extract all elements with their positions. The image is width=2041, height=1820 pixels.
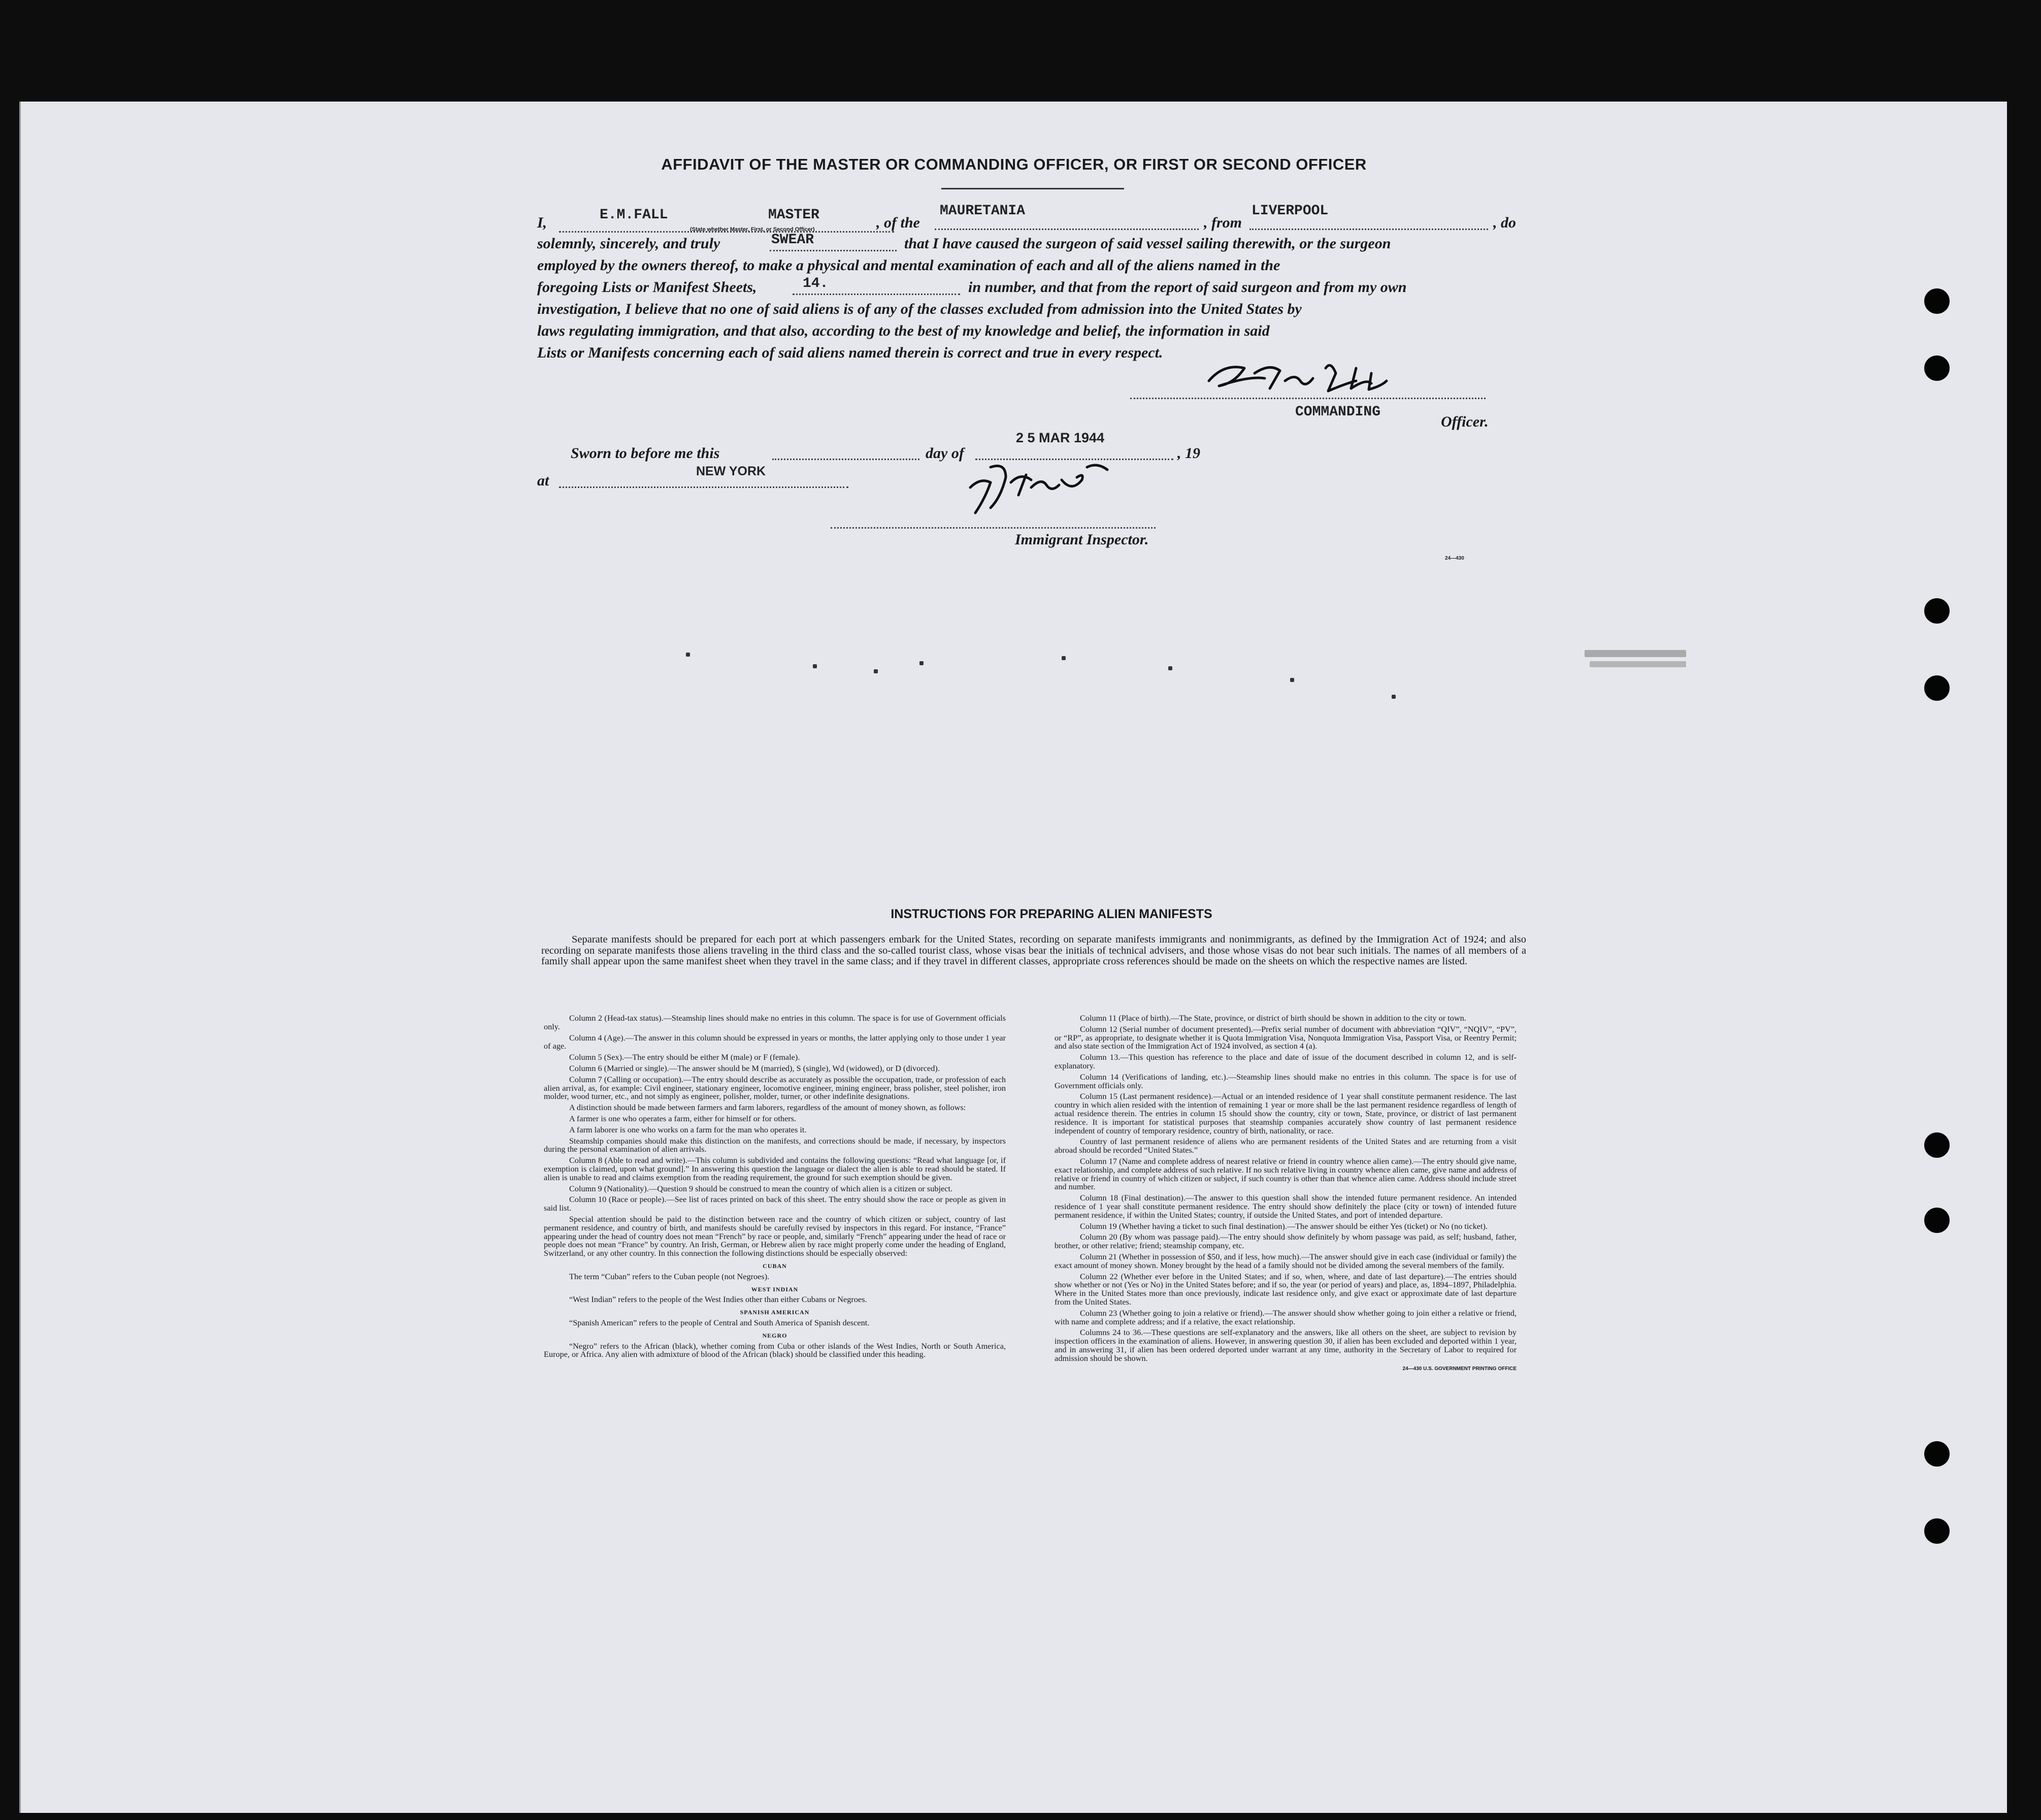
instruction-paragraph: “West Indian” refers to the people of the West Indies other than either Cubans or Negroes. xyxy=(569,1294,867,1305)
instruction-paragraph: Column 12 (Serial number of document presented).—Prefix serial number of document with abbreviation “QIV”, “NQIV”, “PV”, or “RP”, as appropriate, to designate whether it is Quota Immigration Visa, Nonquota Immigration Visa, Passport Visa, or Reentry Permit; and also state section of the Immigration Act of 1924 involved, as section 4 (a). xyxy=(1055,1024,1517,1051)
instructions-title: INSTRUCTIONS FOR PREPARING ALIEN MANIFESTS xyxy=(891,907,1212,921)
officer-suffix: Officer. xyxy=(1441,413,1489,430)
affidavit-line4b: in number, and that from the report of said surgeon and from my own xyxy=(968,279,1407,296)
departure-port: LIVERPOOL xyxy=(1252,203,1329,219)
speck xyxy=(1290,678,1294,682)
speck xyxy=(813,664,817,668)
inspector-signature xyxy=(960,457,1133,518)
instruction-paragraph: Country of last permanent residence of aliens who are permanent residents of the United States and are returning from a visit abroad should be recorded “United States.” xyxy=(1055,1136,1517,1155)
speck xyxy=(1168,666,1172,670)
affidavit-line3: employed by the owners thereof, to make a physical and mental examination of each and all of the aliens named in the xyxy=(537,257,1280,274)
instruction-paragraph: Column 19 (Whether having a ticket to such final destination).—The answer should be either Yes (ticket) or No (no ticket). xyxy=(1080,1221,1488,1231)
oath-type: SWEAR xyxy=(771,232,814,248)
day-of-text: day of xyxy=(926,445,964,462)
instruction-paragraph: “Negro” refers to the African (black), whether coming from Cuba or other islands of the West Indies, North or South America, Europe, or Africa. Any alien with admixture of blood of the African (black) should be classified under this heading. xyxy=(544,1341,1006,1359)
count-field-line xyxy=(793,294,960,295)
punch-hole xyxy=(1924,288,1950,314)
affidavit-form-code: 24—430 xyxy=(1445,556,1464,561)
instruction-paragraph: “Spanish American” refers to the people of Central and South America of Spanish descent. xyxy=(569,1317,870,1327)
ship-field-line xyxy=(935,229,1199,230)
instruction-paragraph: Column 17 (Name and complete address of nearest relative or friend in country whence alien came).—The entry should give name, exact relationship, and complete address of such relative. If no such relative living in country whence alien came, give name and address of relative or friend in country of which citizen or subject, if such country is other than that whence alien came. Address should include street and number. xyxy=(1055,1156,1517,1192)
affidavit-line5: investigation, I believe that no one of said aliens is of any of the classes excluded from admission into the United States by xyxy=(537,301,1302,317)
punch-hole xyxy=(1924,1208,1950,1233)
instruction-paragraph: Column 22 (Whether ever before in the United States; and if so, when, where, and date of last departure).—The entries should show whether or not (Yes or No) in the United States before; and if so, the year (or period of years) and place, as, 1894–1897, Philadelphia. Where in the United States more than once previously, indicate last residence only, and give exact or approximate date of last departure from the United States. xyxy=(1055,1271,1517,1307)
printing-office-footer: 24—430 U.S. GOVERNMENT PRINTING OFFICE xyxy=(1402,1366,1517,1372)
instruction-paragraph: Column 10 (Race or people).—See list of races printed on back of this sheet. The entry should show the race or people as given in said list. xyxy=(544,1194,1006,1213)
instruction-paragraph: The term “Cuban” refers to the Cuban people (not Negroes). xyxy=(569,1271,770,1281)
instruction-paragraph: Column 4 (Age).—The answer in this column should be expressed in years or months, the latter applying only to those under 1 year of age. xyxy=(544,1032,1006,1051)
speck xyxy=(1392,695,1396,699)
caption-negro: NEGRO xyxy=(762,1331,787,1339)
instructions-right-column xyxy=(1055,1014,1517,1376)
instruction-paragraph: Column 15 (Last permanent residence).—Actual or an intended residence of 1 year shall constitute permanent residence. The last country in which alien resided with the intention of remaining 1 year or more shall be the last permanent residence regardless of length of actual residence therein. The entries in column 15 should show the country, city or town, State, province, or district of last permanent residence. It is important for statistical purposes that steamship companies accurately show country of last permanent residence independent of country of temporary residence, country of birth, nationality, or race. xyxy=(1055,1091,1517,1135)
instruction-paragraph: A farmer is one who operates a farm, either for himself or for others. xyxy=(569,1113,797,1123)
affidavit-i: I, xyxy=(537,214,547,231)
inspector-title: Immigrant Inspector. xyxy=(1015,531,1149,548)
instruction-paragraph: Column 23 (Whether going to join a relative or friend).—The answer should show whether going to join either a relative or friend, with name and complete address; and if a relative, the exact relationship. xyxy=(1055,1308,1517,1326)
instruction-paragraph: Column 13.—This question has reference to the place and date of issue of the document described in column 12, and is self-explanatory. xyxy=(1055,1052,1517,1070)
instruction-paragraph: Column 7 (Calling or occupation).—The entry should describe as accurately as possible the occupation, trade, or profession of each alien arrival, as, for example: Civil engineer, stationary engineer, locomotive engineer, mining engineer, brass polisher, steel polisher, iron molder, wood turner, etc., and not simply as engineer, polisher, molder, turner, or other indefinite designations. xyxy=(544,1074,1006,1101)
do-text: , do xyxy=(1493,214,1516,231)
instruction-paragraph: Column 8 (Able to read and write).—This column is subdivided and contains the following questions: “Read what language [or, if exemption is claimed, upon what ground].” In answering this question the language or dialect the alien is able to read should be stated. If alien is unable to read and claims exemption from the reading requirement, the ground for such exemption should be given. xyxy=(544,1155,1006,1182)
bleed-through-stamp xyxy=(1590,661,1686,667)
instruction-paragraph: Column 9 (Nationality).—Question 9 should be construed to mean the country of which alien is a citizen or subject. xyxy=(569,1183,953,1193)
officer-type: COMMANDING xyxy=(1295,404,1381,420)
port-field-line xyxy=(1249,229,1488,230)
swearing-place: NEW YORK xyxy=(696,464,766,478)
punch-hole xyxy=(1924,1132,1950,1158)
master-signature-line xyxy=(1130,398,1486,399)
affidavit-line7: Lists or Manifests concerning each of said aliens named therein is correct and true in every respect. xyxy=(537,344,1163,361)
oath-field-line xyxy=(770,250,897,251)
punch-hole xyxy=(1924,675,1950,701)
master-signature xyxy=(1204,358,1427,399)
master-name: E.M.FALL xyxy=(600,207,668,223)
affidavit-line4a: foregoing Lists or Manifest Sheets, xyxy=(537,279,757,296)
punch-hole xyxy=(1924,1518,1950,1544)
bleed-through-stamp xyxy=(1585,650,1686,657)
instruction-paragraph: Column 11 (Place of birth).—The State, province, or district of birth should be shown in addition to the city or town. xyxy=(1080,1013,1466,1023)
year-prefix: , 19 xyxy=(1177,445,1200,462)
instruction-paragraph: A farm laborer is one who works on a farm for the man who operates it. xyxy=(569,1124,807,1134)
instruction-paragraph: Steamship companies should make this distinction on the manifests, and corrections should be made, if necessary, by inspectors during the personal examination of alien arrivals. xyxy=(544,1135,1006,1154)
affidavit-title: AFFIDAVIT OF THE MASTER OR COMMANDING OFFICER, OR FIRST OR SECOND OFFICER xyxy=(661,155,1367,173)
instruction-paragraph: Columns 24 to 36.—These questions are self-explanatory and the answers, like all others on the sheet, are subject to revision by inspection officers in the examination of aliens. However, in answering question 30, if alien has been excluded and deported within 1 year, and in answering 31, if alien has been ordered deported under warrant at any time, authority in the Secretary of Labor to required for admission should be shown. xyxy=(1055,1327,1517,1363)
instruction-paragraph: Column 14 (Verifications of landing, etc.).—Steamship lines should make no entries in this column. The space is for use of Government officials only. xyxy=(1055,1071,1517,1090)
caption-spanish-american: SPANISH AMERICAN xyxy=(740,1309,810,1316)
instruction-paragraph: A distinction should be made between farmers and farm laborers, regardless of the amount of money shown, as follows: xyxy=(569,1102,966,1113)
speck xyxy=(874,669,878,673)
affidavit-line2b: that I have caused the surgeon of said vessel sailing therewith, or the surgeon xyxy=(904,235,1391,252)
date-stamp: 2 5 MAR 1944 xyxy=(1016,430,1105,445)
inspector-signature-line xyxy=(831,527,1156,529)
instructions-left-column xyxy=(544,1014,1006,1361)
sheet-count: 14. xyxy=(803,276,829,291)
sworn-text: Sworn to before me this xyxy=(571,445,720,462)
instruction-paragraph: Column 18 (Final destination).—The answer to this question shall show the intended future permanent residence. An intended residence of 1 year shall constitute permanent residence. The entry should show definitely the place (city or town) of intended future permanent residence, if within the United States; country, if outside the United States, and port of intended departure. xyxy=(1055,1193,1517,1220)
ship-name: MAURETANIA xyxy=(940,203,1026,219)
sworn-day-line xyxy=(772,459,919,460)
of-the-text: , of the xyxy=(876,214,920,231)
caption-cuban: CUBAN xyxy=(763,1262,787,1270)
manifest-sheet xyxy=(19,102,2007,1813)
speck xyxy=(686,653,690,657)
punch-hole xyxy=(1924,355,1950,381)
instruction-paragraph: Special attention should be paid to the distinction between race and the country of which citizen or subject, country of last permanent residence, and country of birth, and manifests should be carefully revised by inspectors in this regard. For instance, “France” appearing under the head of country does not mean “French” by race or people, and, similarly “French” appearing under the head of race or people does not mean “France” by country. An Irish, German, or Hebrew alien by race might properly come under the heading of England, Switzerland, or any other country. In this connection the following distinctions should be especially observed: xyxy=(544,1214,1006,1258)
rank-caption: (State whether Master, First, or Second Officer) xyxy=(690,226,815,233)
speck xyxy=(919,661,924,665)
instructions-intro: Separate manifests should be prepared for each port at which passengers embark for the United States, recording on separate manifests immigrants and nonimmigrants, as defined by the Immigration Act of 1924; and also recording on separate manifests those aliens traveling in the third class and the so-called tourist class, whose visas bear the initials of technical advisers, and those whose visas do not bear such initials. The names of all members of a family shall appear upon the same manifest sheet when they travel in the same class; and if they travel in different classes, appropriate cross references should be made on the sheets on which the respective names are listed. xyxy=(541,934,1526,967)
instruction-paragraph: Column 5 (Sex).—The entry should be either M (male) or F (female). xyxy=(569,1052,800,1062)
affidavit-line2a: solemnly, sincerely, and truly xyxy=(537,235,720,252)
place-field-line xyxy=(559,486,848,488)
officer-rank: MASTER xyxy=(768,207,819,223)
caption-west-indian: WEST INDIAN xyxy=(751,1285,799,1293)
speck xyxy=(1062,656,1066,660)
affidavit-line6: laws regulating immigration, and that also, according to the best of my knowledge and belief, the information in said xyxy=(537,322,1270,339)
punch-hole xyxy=(1924,598,1950,624)
from-text: , from xyxy=(1204,214,1242,231)
title-rule xyxy=(941,188,1124,189)
at-text: at xyxy=(537,472,549,489)
punch-hole xyxy=(1924,1441,1950,1467)
instruction-paragraph: Column 6 (Married or single).—The answer should be M (married), S (single), Wd (widowed), or D (divorced). xyxy=(569,1063,940,1073)
instruction-paragraph: Column 2 (Head-tax status).—Steamship lines should make no entries in this column. The space is for use of Government officials only. xyxy=(544,1013,1006,1031)
instruction-paragraph: Column 21 (Whether in possession of $50, and if less, how much).—The answer should give in each case (individual or family) the exact amount of money shown. Money brought by the head of a family should not be divided among the several members of the family. xyxy=(1055,1251,1517,1270)
instruction-paragraph: Column 20 (By whom was passage paid).—The entry should show definitely by whom passage was paid, as self; husband, father, brother, or other relative; friend; steamship company, etc. xyxy=(1055,1232,1517,1251)
